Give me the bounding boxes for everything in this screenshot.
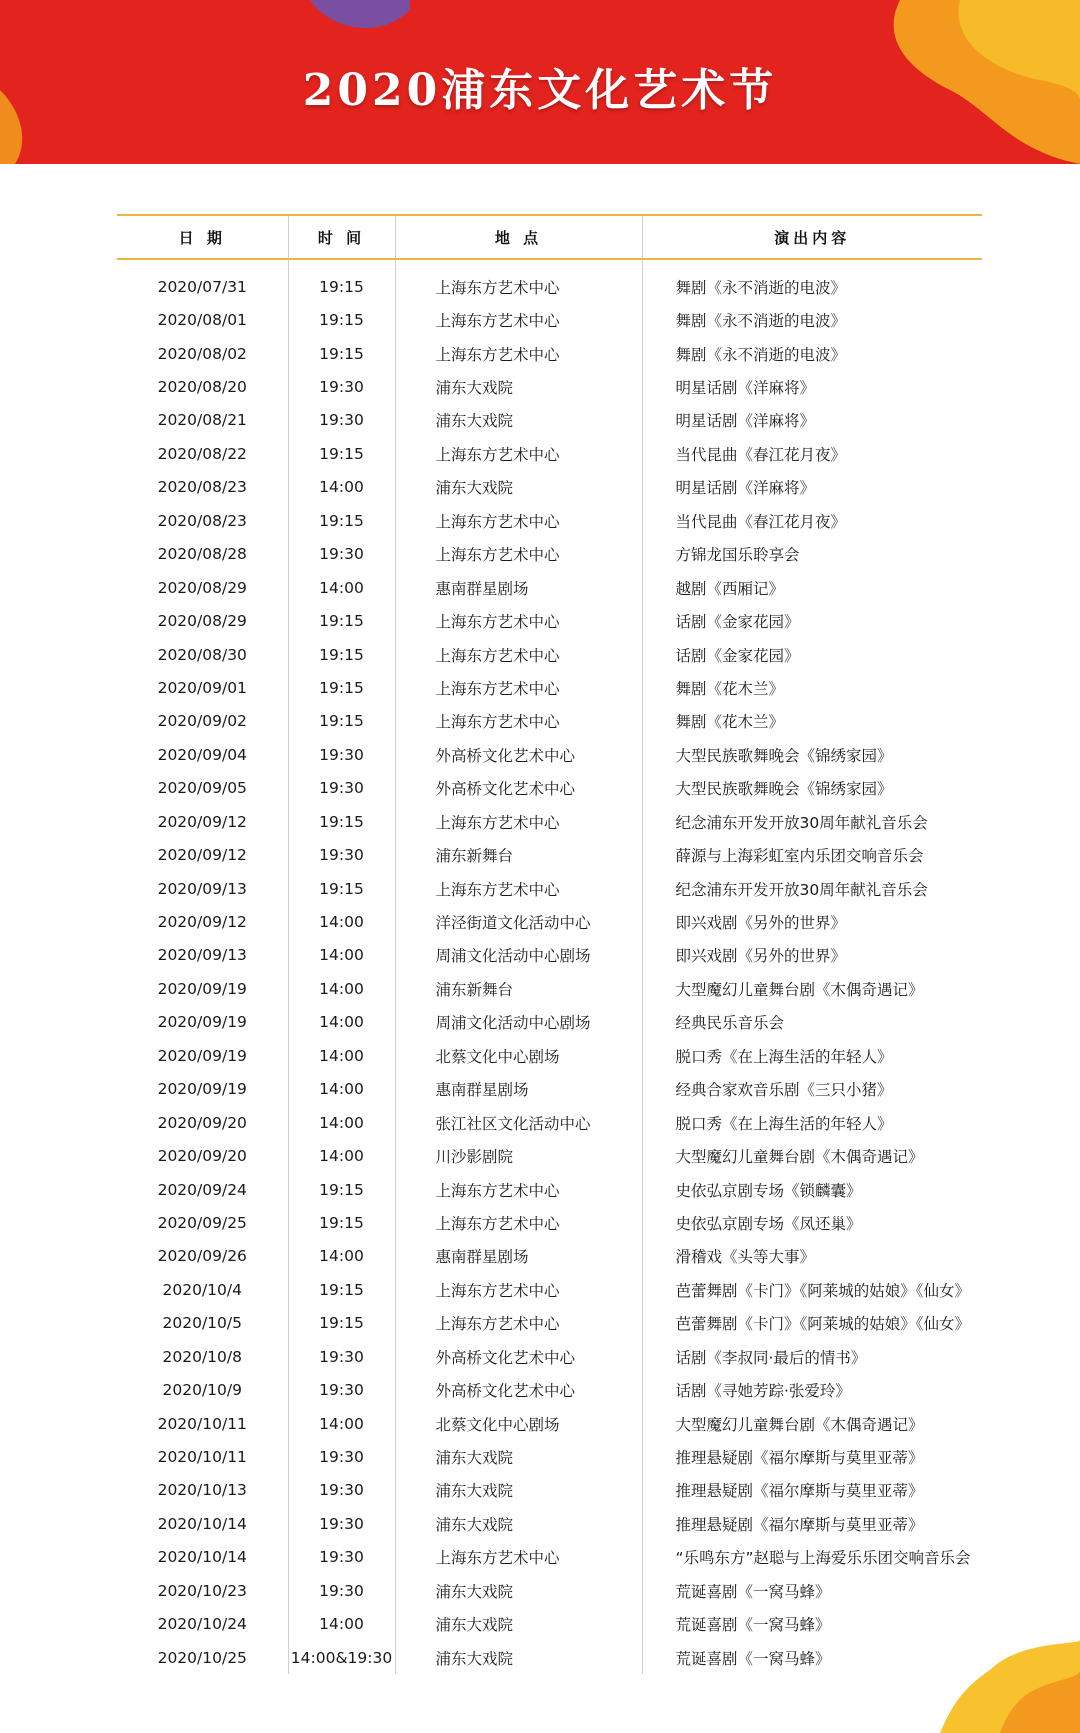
cell-program: 即兴戏剧《另外的世界》 xyxy=(642,939,982,972)
cell-program: 荒诞喜剧《一窝马蜂》 xyxy=(642,1608,982,1641)
cell-time: 19:15 xyxy=(288,638,395,671)
cell-program: 话剧《金家花园》 xyxy=(642,604,982,637)
table-row xyxy=(117,437,982,470)
cell-date: 2020/10/5 xyxy=(162,1314,242,1333)
cell-date: 2020/07/31 xyxy=(157,277,247,296)
table-row xyxy=(117,738,982,771)
cell-program: 史依弘京剧专场《锁麟囊》 xyxy=(642,1173,982,1206)
cell-venue: 浦东大戏院 xyxy=(395,1507,642,1540)
table-row xyxy=(117,1006,982,1039)
cell-date: 2020/08/23 xyxy=(157,511,247,530)
cell-date: 2020/09/12 xyxy=(157,812,247,831)
cell-time: 19:30 xyxy=(288,538,395,571)
banner xyxy=(0,0,1080,164)
cell-venue: 周浦文化活动中心剧场 xyxy=(395,939,642,972)
cell-venue: 上海东方艺术中心 xyxy=(395,872,642,905)
table-row xyxy=(117,303,982,336)
cell-time: 19:30 xyxy=(288,1541,395,1574)
cell-venue: 上海东方艺术中心 xyxy=(395,805,642,838)
cell-date: 2020/09/13 xyxy=(157,879,247,898)
table-row xyxy=(117,772,982,805)
cell-venue: 惠南群星剧场 xyxy=(395,1073,642,1106)
cell-date: 2020/09/25 xyxy=(157,1213,247,1232)
table-row xyxy=(117,1474,982,1507)
cell-program: 推理悬疑剧《福尔摩斯与莫里亚蒂》 xyxy=(642,1474,982,1507)
cell-time: 19:30 xyxy=(288,1507,395,1540)
cell-venue: 北蔡文化中心剧场 xyxy=(395,1407,642,1440)
column-header-time: 时 间 xyxy=(288,215,395,259)
cell-date: 2020/08/01 xyxy=(157,311,247,330)
table-row xyxy=(117,671,982,704)
cell-time: 19:15 xyxy=(288,1173,395,1206)
table-row xyxy=(117,1106,982,1139)
cell-venue: 上海东方艺术中心 xyxy=(395,303,642,336)
table-row xyxy=(117,1608,982,1641)
table-row xyxy=(117,1273,982,1306)
table-row xyxy=(117,939,982,972)
cell-venue: 上海东方艺术中心 xyxy=(395,1273,642,1306)
cell-time: 19:15 xyxy=(288,437,395,470)
cell-venue: 周浦文化活动中心剧场 xyxy=(395,1006,642,1039)
cell-date: 2020/09/19 xyxy=(157,1080,247,1099)
cell-time: 14:00 xyxy=(288,1073,395,1106)
table-row xyxy=(117,1206,982,1239)
cell-program: 大型民族歌舞晚会《锦绣家园》 xyxy=(642,772,982,805)
table-row xyxy=(117,1307,982,1340)
cell-venue: 浦东大戏院 xyxy=(395,1574,642,1607)
cell-venue: 浦东大戏院 xyxy=(395,1474,642,1507)
cell-venue: 外高桥文化艺术中心 xyxy=(395,772,642,805)
cell-time: 19:15 xyxy=(288,1307,395,1340)
cell-venue: 上海东方艺术中心 xyxy=(395,437,642,470)
cell-date: 2020/09/12 xyxy=(157,846,247,865)
column-header-venue: 地 点 xyxy=(395,215,642,259)
cell-time: 19:30 xyxy=(288,838,395,871)
cell-time: 19:30 xyxy=(288,1440,395,1473)
cell-program: 舞剧《花木兰》 xyxy=(642,705,982,738)
cell-venue: 洋泾街道文化活动中心 xyxy=(395,905,642,938)
cell-program: 舞剧《永不消逝的电波》 xyxy=(642,259,982,303)
cell-date: 2020/08/29 xyxy=(157,578,247,597)
cell-time: 19:30 xyxy=(288,1373,395,1406)
cell-program: 大型魔幻儿童舞台剧《木偶奇遇记》 xyxy=(642,1407,982,1440)
cell-program: 推理悬疑剧《福尔摩斯与莫里亚蒂》 xyxy=(642,1440,982,1473)
cell-program: 薛源与上海彩虹室内乐团交响音乐会 xyxy=(642,838,982,871)
cell-date: 2020/10/25 xyxy=(157,1648,247,1667)
cell-program: 话剧《寻她芳踪·张爱玲》 xyxy=(642,1373,982,1406)
cell-program: 明星话剧《洋麻将》 xyxy=(642,471,982,504)
cell-time: 19:15 xyxy=(288,259,395,303)
table-row xyxy=(117,1039,982,1072)
cell-date: 2020/08/21 xyxy=(157,411,247,430)
cell-date: 2020/09/05 xyxy=(157,779,247,798)
table-body xyxy=(117,259,982,1674)
cell-date: 2020/09/20 xyxy=(157,1147,247,1166)
cell-venue: 外高桥文化艺术中心 xyxy=(395,1373,642,1406)
cell-date: 2020/10/11 xyxy=(157,1414,247,1433)
cell-program: 滑稽戏《头等大事》 xyxy=(642,1240,982,1273)
cell-program: 方锦龙国乐聆享会 xyxy=(642,538,982,571)
cell-time: 19:15 xyxy=(288,337,395,370)
cell-time: 14:00 xyxy=(288,1240,395,1273)
cell-program: 大型魔幻儿童舞台剧《木偶奇遇记》 xyxy=(642,1139,982,1172)
cell-program: 脱口秀《在上海生活的年轻人》 xyxy=(642,1039,982,1072)
decorative-blob-bottom-right xyxy=(930,1640,1080,1733)
table-row xyxy=(117,972,982,1005)
cell-date: 2020/10/8 xyxy=(162,1347,242,1366)
cell-program: 荒诞喜剧《一窝马蜂》 xyxy=(642,1641,982,1674)
table-row xyxy=(117,1340,982,1373)
table-row xyxy=(117,1641,982,1674)
cell-program: 即兴戏剧《另外的世界》 xyxy=(642,905,982,938)
cell-time: 19:30 xyxy=(288,1474,395,1507)
cell-venue: 浦东大戏院 xyxy=(395,1641,642,1674)
cell-date: 2020/10/14 xyxy=(157,1514,247,1533)
cell-venue: 张江社区文化活动中心 xyxy=(395,1106,642,1139)
table-row xyxy=(117,259,982,303)
cell-program: 大型民族歌舞晚会《锦绣家园》 xyxy=(642,738,982,771)
cell-venue: 浦东大戏院 xyxy=(395,1440,642,1473)
cell-time: 19:30 xyxy=(288,370,395,403)
cell-time: 14:00 xyxy=(288,471,395,504)
cell-program: 舞剧《永不消逝的电波》 xyxy=(642,337,982,370)
cell-program: 话剧《李叔同·最后的情书》 xyxy=(642,1340,982,1373)
cell-program: 荒诞喜剧《一窝马蜂》 xyxy=(642,1574,982,1607)
cell-venue: 上海东方艺术中心 xyxy=(395,1173,642,1206)
table-row xyxy=(117,504,982,537)
cell-date: 2020/08/29 xyxy=(157,612,247,631)
cell-time: 19:30 xyxy=(288,772,395,805)
cell-program: 芭蕾舞剧《卡门》《阿莱城的姑娘》《仙女》 xyxy=(642,1273,982,1306)
cell-program: 芭蕾舞剧《卡门》《阿莱城的姑娘》《仙女》 xyxy=(642,1307,982,1340)
cell-venue: 上海东方艺术中心 xyxy=(395,705,642,738)
table-row xyxy=(117,471,982,504)
table-row xyxy=(117,337,982,370)
cell-time: 19:30 xyxy=(288,1340,395,1373)
cell-program: 明星话剧《洋麻将》 xyxy=(642,370,982,403)
cell-program: 脱口秀《在上海生活的年轻人》 xyxy=(642,1106,982,1139)
cell-date: 2020/09/19 xyxy=(157,1046,247,1065)
table-row xyxy=(117,538,982,571)
cell-time: 14:00 xyxy=(288,1039,395,1072)
cell-time: 19:15 xyxy=(288,604,395,637)
cell-venue: 北蔡文化中心剧场 xyxy=(395,1039,642,1072)
cell-date: 2020/10/14 xyxy=(157,1548,247,1567)
table-row xyxy=(117,1139,982,1172)
cell-time: 14:00 xyxy=(288,905,395,938)
table-row xyxy=(117,1574,982,1607)
cell-time: 19:30 xyxy=(288,738,395,771)
cell-program: 大型魔幻儿童舞台剧《木偶奇遇记》 xyxy=(642,972,982,1005)
cell-date: 2020/10/24 xyxy=(157,1615,247,1634)
cell-program: 推理悬疑剧《福尔摩斯与莫里亚蒂》 xyxy=(642,1507,982,1540)
cell-venue: 上海东方艺术中心 xyxy=(395,1541,642,1574)
cell-program: “乐鸣东方”赵聪与上海爱乐乐团交响音乐会 xyxy=(642,1541,982,1574)
cell-venue: 浦东新舞台 xyxy=(395,838,642,871)
cell-venue: 浦东新舞台 xyxy=(395,972,642,1005)
table-row xyxy=(117,638,982,671)
cell-date: 2020/09/26 xyxy=(157,1247,247,1266)
cell-date: 2020/10/13 xyxy=(157,1481,247,1500)
cell-time: 19:30 xyxy=(288,1574,395,1607)
cell-program: 当代昆曲《春江花月夜》 xyxy=(642,504,982,537)
table-row xyxy=(117,905,982,938)
cell-date: 2020/09/12 xyxy=(157,913,247,932)
cell-time: 14:00 xyxy=(288,972,395,1005)
cell-time: 19:15 xyxy=(288,1273,395,1306)
cell-program: 经典民乐音乐会 xyxy=(642,1006,982,1039)
cell-program: 舞剧《花木兰》 xyxy=(642,671,982,704)
cell-program: 经典合家欢音乐剧《三只小猪》 xyxy=(642,1073,982,1106)
cell-time: 19:15 xyxy=(288,671,395,704)
cell-date: 2020/09/01 xyxy=(157,678,247,697)
cell-venue: 上海东方艺术中心 xyxy=(395,337,642,370)
cell-date: 2020/10/23 xyxy=(157,1581,247,1600)
cell-venue: 上海东方艺术中心 xyxy=(395,604,642,637)
cell-date: 2020/08/23 xyxy=(157,478,247,497)
cell-date: 2020/08/02 xyxy=(157,344,247,363)
cell-date: 2020/10/9 xyxy=(162,1381,242,1400)
cell-venue: 上海东方艺术中心 xyxy=(395,671,642,704)
cell-venue: 上海东方艺术中心 xyxy=(395,259,642,303)
table-row xyxy=(117,705,982,738)
cell-venue: 浦东大戏院 xyxy=(395,1608,642,1641)
cell-program: 话剧《金家花园》 xyxy=(642,638,982,671)
cell-venue: 浦东大戏院 xyxy=(395,404,642,437)
table-row xyxy=(117,1373,982,1406)
cell-date: 2020/08/30 xyxy=(157,645,247,664)
cell-date: 2020/09/19 xyxy=(157,1013,247,1032)
cell-venue: 川沙影剧院 xyxy=(395,1139,642,1172)
table-row xyxy=(117,1240,982,1273)
cell-time: 14:00 xyxy=(288,1407,395,1440)
column-header-program: 演出内容 xyxy=(642,215,982,259)
page-title: 2020浦东文化艺术节 xyxy=(302,65,778,116)
cell-time: 14:00 xyxy=(288,1139,395,1172)
table-row xyxy=(117,1541,982,1574)
cell-time: 14:00 xyxy=(288,1608,395,1641)
table-row xyxy=(117,404,982,437)
table-row xyxy=(117,872,982,905)
cell-time: 14:00 xyxy=(288,939,395,972)
cell-program: 舞剧《永不消逝的电波》 xyxy=(642,303,982,336)
cell-time: 14:00 xyxy=(288,571,395,604)
cell-date: 2020/10/4 xyxy=(162,1280,242,1299)
cell-venue: 外高桥文化艺术中心 xyxy=(395,738,642,771)
cell-program: 纪念浦东开发开放30周年献礼音乐会 xyxy=(642,805,982,838)
column-header-date: 日 期 xyxy=(117,215,288,259)
cell-date: 2020/09/13 xyxy=(157,946,247,965)
cell-program: 明星话剧《洋麻将》 xyxy=(642,404,982,437)
table-row xyxy=(117,805,982,838)
cell-time: 19:15 xyxy=(288,303,395,336)
cell-time: 19:30 xyxy=(288,404,395,437)
table-row xyxy=(117,1507,982,1540)
cell-date: 2020/09/04 xyxy=(157,745,247,764)
cell-time: 14:00 xyxy=(288,1006,395,1039)
cell-time: 14:00&19:30 xyxy=(288,1641,395,1674)
cell-time: 19:15 xyxy=(288,872,395,905)
cell-program: 当代昆曲《春江花月夜》 xyxy=(642,437,982,470)
table-row xyxy=(117,370,982,403)
cell-date: 2020/09/19 xyxy=(157,979,247,998)
cell-date: 2020/08/20 xyxy=(157,378,247,397)
cell-date: 2020/10/11 xyxy=(157,1448,247,1467)
schedule-table xyxy=(117,214,982,1674)
table-header-row xyxy=(117,215,982,259)
cell-date: 2020/09/02 xyxy=(157,712,247,731)
cell-venue: 上海东方艺术中心 xyxy=(395,504,642,537)
cell-date: 2020/08/22 xyxy=(157,444,247,463)
table-row xyxy=(117,1440,982,1473)
cell-date: 2020/08/28 xyxy=(157,545,247,564)
cell-venue: 上海东方艺术中心 xyxy=(395,638,642,671)
table-row xyxy=(117,838,982,871)
cell-program: 史依弘京剧专场《凤还巢》 xyxy=(642,1206,982,1239)
table-row xyxy=(117,604,982,637)
cell-time: 19:15 xyxy=(288,705,395,738)
table-row xyxy=(117,1073,982,1106)
table-row xyxy=(117,571,982,604)
cell-venue: 浦东大戏院 xyxy=(395,471,642,504)
cell-venue: 上海东方艺术中心 xyxy=(395,538,642,571)
table-row xyxy=(117,1173,982,1206)
cell-time: 19:15 xyxy=(288,1206,395,1239)
cell-time: 19:15 xyxy=(288,504,395,537)
cell-venue: 惠南群星剧场 xyxy=(395,571,642,604)
cell-time: 14:00 xyxy=(288,1106,395,1139)
table-row xyxy=(117,1407,982,1440)
cell-venue: 上海东方艺术中心 xyxy=(395,1206,642,1239)
cell-venue: 上海东方艺术中心 xyxy=(395,1307,642,1340)
cell-date: 2020/09/20 xyxy=(157,1113,247,1132)
cell-time: 19:15 xyxy=(288,805,395,838)
cell-venue: 浦东大戏院 xyxy=(395,370,642,403)
cell-venue: 惠南群星剧场 xyxy=(395,1240,642,1273)
cell-program: 越剧《西厢记》 xyxy=(642,571,982,604)
cell-program: 纪念浦东开发开放30周年献礼音乐会 xyxy=(642,872,982,905)
cell-date: 2020/09/24 xyxy=(157,1180,247,1199)
cell-venue: 外高桥文化艺术中心 xyxy=(395,1340,642,1373)
